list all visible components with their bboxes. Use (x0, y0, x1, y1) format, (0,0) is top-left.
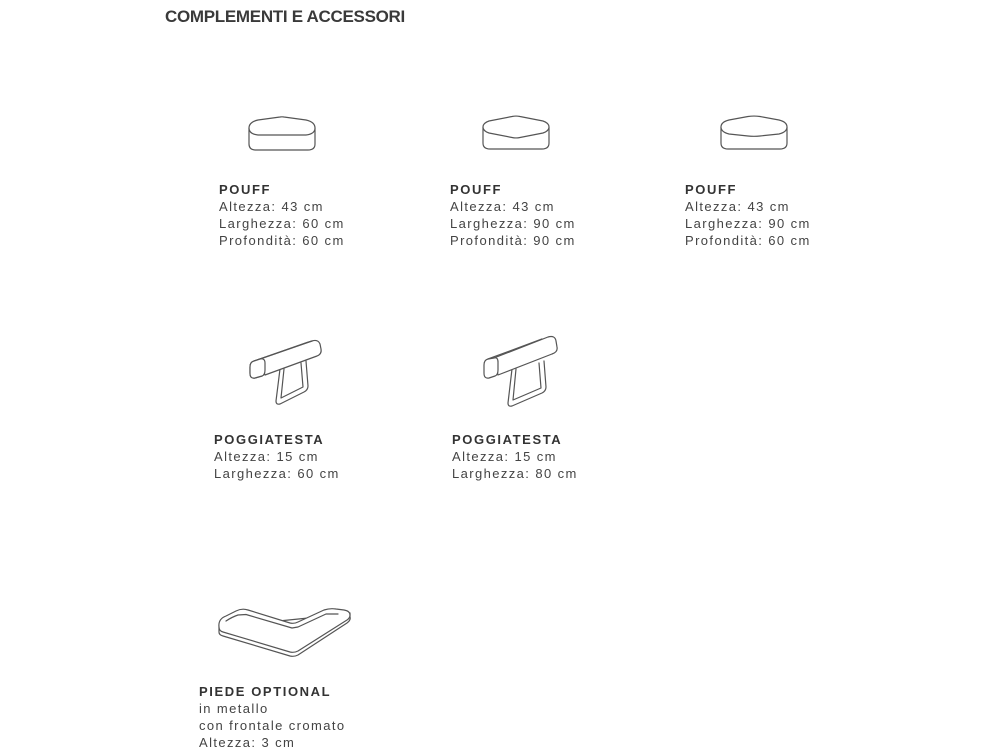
pouff-icon (246, 114, 318, 156)
pouff-2-width: Larghezza: 90 cm (450, 216, 576, 231)
headrest-icon (246, 335, 326, 409)
pouff-3-width: Larghezza: 90 cm (685, 216, 811, 231)
headrest-2-title: POGGIATESTA (452, 432, 563, 447)
pouff-1-height: Altezza: 43 cm (219, 199, 324, 214)
headrest-2-height: Altezza: 15 cm (452, 449, 557, 464)
foot-material: in metallo (199, 701, 269, 716)
pouff-icon (480, 113, 552, 155)
pouff-3-depth: Profondità: 60 cm (685, 233, 811, 248)
headrest-1-height: Altezza: 15 cm (214, 449, 319, 464)
pouff-1-width: Larghezza: 60 cm (219, 216, 345, 231)
page-title: COMPLEMENTI E ACCESSORI (165, 7, 405, 26)
headrest-1-title: POGGIATESTA (214, 432, 325, 447)
headrest-2-width: Larghezza: 80 cm (452, 466, 578, 481)
pouff-3-title: POUFF (685, 182, 738, 197)
headrest-icon (480, 331, 562, 411)
pouff-2-height: Altezza: 43 cm (450, 199, 555, 214)
pouff-icon (718, 113, 790, 155)
pouff-2-depth: Profondità: 90 cm (450, 233, 576, 248)
foot-finish: con frontale cromato (199, 718, 346, 733)
pouff-1-title: POUFF (219, 182, 272, 197)
pouff-3-height: Altezza: 43 cm (685, 199, 790, 214)
foot-height: Altezza: 3 cm (199, 735, 296, 750)
headrest-1-width: Larghezza: 60 cm (214, 466, 340, 481)
pouff-2-title: POUFF (450, 182, 503, 197)
pouff-1-depth: Profondità: 60 cm (219, 233, 345, 248)
foot-icon (214, 605, 356, 663)
foot-title: PIEDE OPTIONAL (199, 684, 332, 699)
